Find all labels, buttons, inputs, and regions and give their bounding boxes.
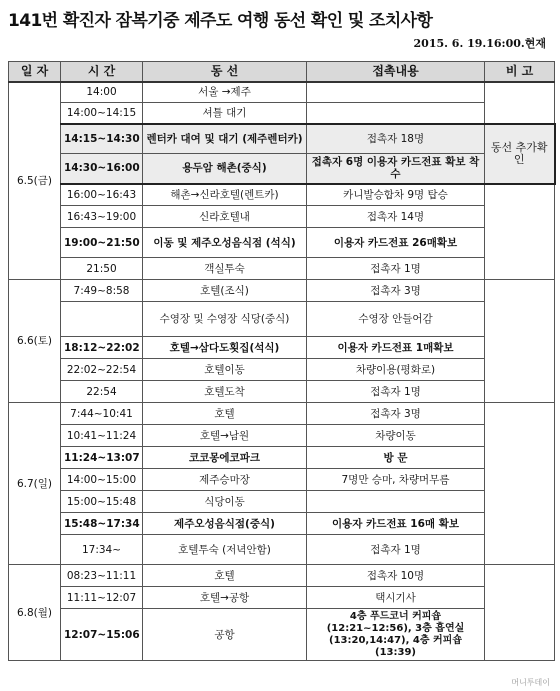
schedule-table (8, 61, 556, 661)
header-time: 시 간 (61, 62, 143, 82)
route-cell: 신라호텔내 (143, 206, 307, 228)
route-cell: 호텔도착 (143, 381, 307, 403)
table-row (9, 124, 555, 154)
time-cell: 19:00~21:50 (61, 228, 143, 258)
contact-cell: 접촉자 6명 이용자 카드전표 확보 착수 (307, 154, 485, 184)
day-cell: 6.8(월) (9, 565, 61, 661)
time-cell: 7:44~10:41 (61, 403, 143, 425)
table-row (9, 82, 555, 103)
route-cell: 호텔 (143, 403, 307, 425)
contact-cell (307, 82, 485, 103)
table-row (9, 447, 555, 469)
time-cell: 15:48~17:34 (61, 513, 143, 535)
table-row (9, 359, 555, 381)
note-cell (485, 82, 555, 124)
time-cell: 11:11~12:07 (61, 587, 143, 609)
route-cell: 호텔→남원 (143, 425, 307, 447)
route-cell: 용두암 해촌(중식) (143, 154, 307, 184)
header-contact: 접촉내용 (307, 62, 485, 82)
route-cell: 공항 (143, 609, 307, 661)
time-cell: 16:43~19:00 (61, 206, 143, 228)
contact-cell: 방 문 (307, 447, 485, 469)
time-cell: 12:07~15:06 (61, 609, 143, 661)
table-row (9, 469, 555, 491)
route-cell: 호텔→공항 (143, 587, 307, 609)
time-cell: 14:00 (61, 82, 143, 103)
route-cell: 식당이동 (143, 491, 307, 513)
time-cell: 22:54 (61, 381, 143, 403)
time-cell: 14:00~15:00 (61, 469, 143, 491)
table-row (9, 184, 555, 206)
time-cell: 17:34~ (61, 535, 143, 565)
table-row (9, 491, 555, 513)
route-cell: 서울 →제주 (143, 82, 307, 103)
time-cell: 14:15~14:30 (61, 124, 143, 154)
time-cell: 10:41~11:24 (61, 425, 143, 447)
contact-cell: 접촉자 18명 (307, 124, 485, 154)
route-cell: 호텔→삼다도횟집(석식) (143, 337, 307, 359)
table-row (9, 425, 555, 447)
time-cell: 15:00~15:48 (61, 491, 143, 513)
contact-cell: 접촉자 1명 (307, 258, 485, 280)
table-row (9, 587, 555, 609)
day-cell: 6.6(토) (9, 280, 61, 403)
contact-cell: 접촉자 3명 (307, 280, 485, 302)
table-row (9, 403, 555, 425)
note-cell: 동선 추가확인 (485, 124, 555, 184)
time-cell: 7:49~8:58 (61, 280, 143, 302)
table-row (9, 535, 555, 565)
contact-cell: 접촉자 14명 (307, 206, 485, 228)
table-row (9, 302, 555, 337)
time-cell: 14:30~16:00 (61, 154, 143, 184)
contact-cell: 카니발승합차 9명 탑승 (307, 184, 485, 206)
time-cell: 08:23~11:11 (61, 565, 143, 587)
contact-cell: 접촉자 3명 (307, 403, 485, 425)
table-row (9, 258, 555, 280)
contact-cell: 접촉자 10명 (307, 565, 485, 587)
note-cell (485, 184, 555, 280)
time-cell: 18:12~22:02 (61, 337, 143, 359)
route-cell: 수영장 및 수영장 식당(중식) (143, 302, 307, 337)
contact-cell: 이용자 카드전표 1매확보 (307, 337, 485, 359)
header-route: 동 선 (143, 62, 307, 82)
watermark: 머니투데이 (511, 678, 550, 687)
route-cell: 이동 및 제주오성음식점 (석식) (143, 228, 307, 258)
table-row (9, 103, 555, 124)
header-note: 비 고 (485, 62, 555, 82)
report-date: 2015. 6. 19.16:00.현재 (413, 37, 546, 50)
time-cell: 11:24~13:07 (61, 447, 143, 469)
contact-cell: 차량이동 (307, 425, 485, 447)
table-row (9, 228, 555, 258)
route-cell: 호텔투숙 (저녁안함) (143, 535, 307, 565)
contact-cell: 이용자 카드전표 26매확보 (307, 228, 485, 258)
route-cell: 객실투숙 (143, 258, 307, 280)
note-cell (485, 565, 555, 661)
route-cell: 해촌→신라호텔(렌트카) (143, 184, 307, 206)
contact-cell (307, 491, 485, 513)
time-cell (61, 302, 143, 337)
contact-cell: 택시기사 (307, 587, 485, 609)
route-cell: 호텔이동 (143, 359, 307, 381)
table-row (9, 513, 555, 535)
time-cell: 22:02~22:54 (61, 359, 143, 381)
time-cell: 21:50 (61, 258, 143, 280)
table-row (9, 565, 555, 587)
table-row (9, 280, 555, 302)
contact-cell: 7명만 승마, 차량머무름 (307, 469, 485, 491)
table-row (9, 337, 555, 359)
note-cell (485, 403, 555, 565)
contact-cell: 차량이용(평화로) (307, 359, 485, 381)
table-header-row (9, 62, 555, 82)
header-date: 일 자 (9, 62, 61, 82)
route-cell: 제주오성음식점(중식) (143, 513, 307, 535)
contact-cell: 수영장 안들어감 (307, 302, 485, 337)
day-cell: 6.5(금) (9, 82, 61, 280)
table-row (9, 381, 555, 403)
time-cell: 14:00~14:15 (61, 103, 143, 124)
route-cell: 코코몽에코파크 (143, 447, 307, 469)
page-title: 141번 확진자 잠복기중 제주도 여행 동선 확인 및 조치사항 (8, 11, 433, 31)
contact-cell (307, 103, 485, 124)
contact-cell: 접촉자 1명 (307, 381, 485, 403)
time-cell: 16:00~16:43 (61, 184, 143, 206)
route-cell: 제주승마장 (143, 469, 307, 491)
route-cell: 호텔(조식) (143, 280, 307, 302)
contact-cell: 이용자 카드전표 16매 확보 (307, 513, 485, 535)
route-cell: 셔틀 대기 (143, 103, 307, 124)
route-cell: 호텔 (143, 565, 307, 587)
table-row (9, 206, 555, 228)
day-cell: 6.7(일) (9, 403, 61, 565)
contact-cell: 4층 푸드코너 커피숍(12:21~12:56), 3층 흡연실(13:20,14:47), 4층 커피숍(13:39) (307, 609, 485, 661)
note-cell (485, 280, 555, 403)
table-row (9, 609, 555, 661)
route-cell: 렌터카 대여 및 대기 (제주렌터카) (143, 124, 307, 154)
contact-cell: 접촉자 1명 (307, 535, 485, 565)
table-row (9, 154, 555, 184)
